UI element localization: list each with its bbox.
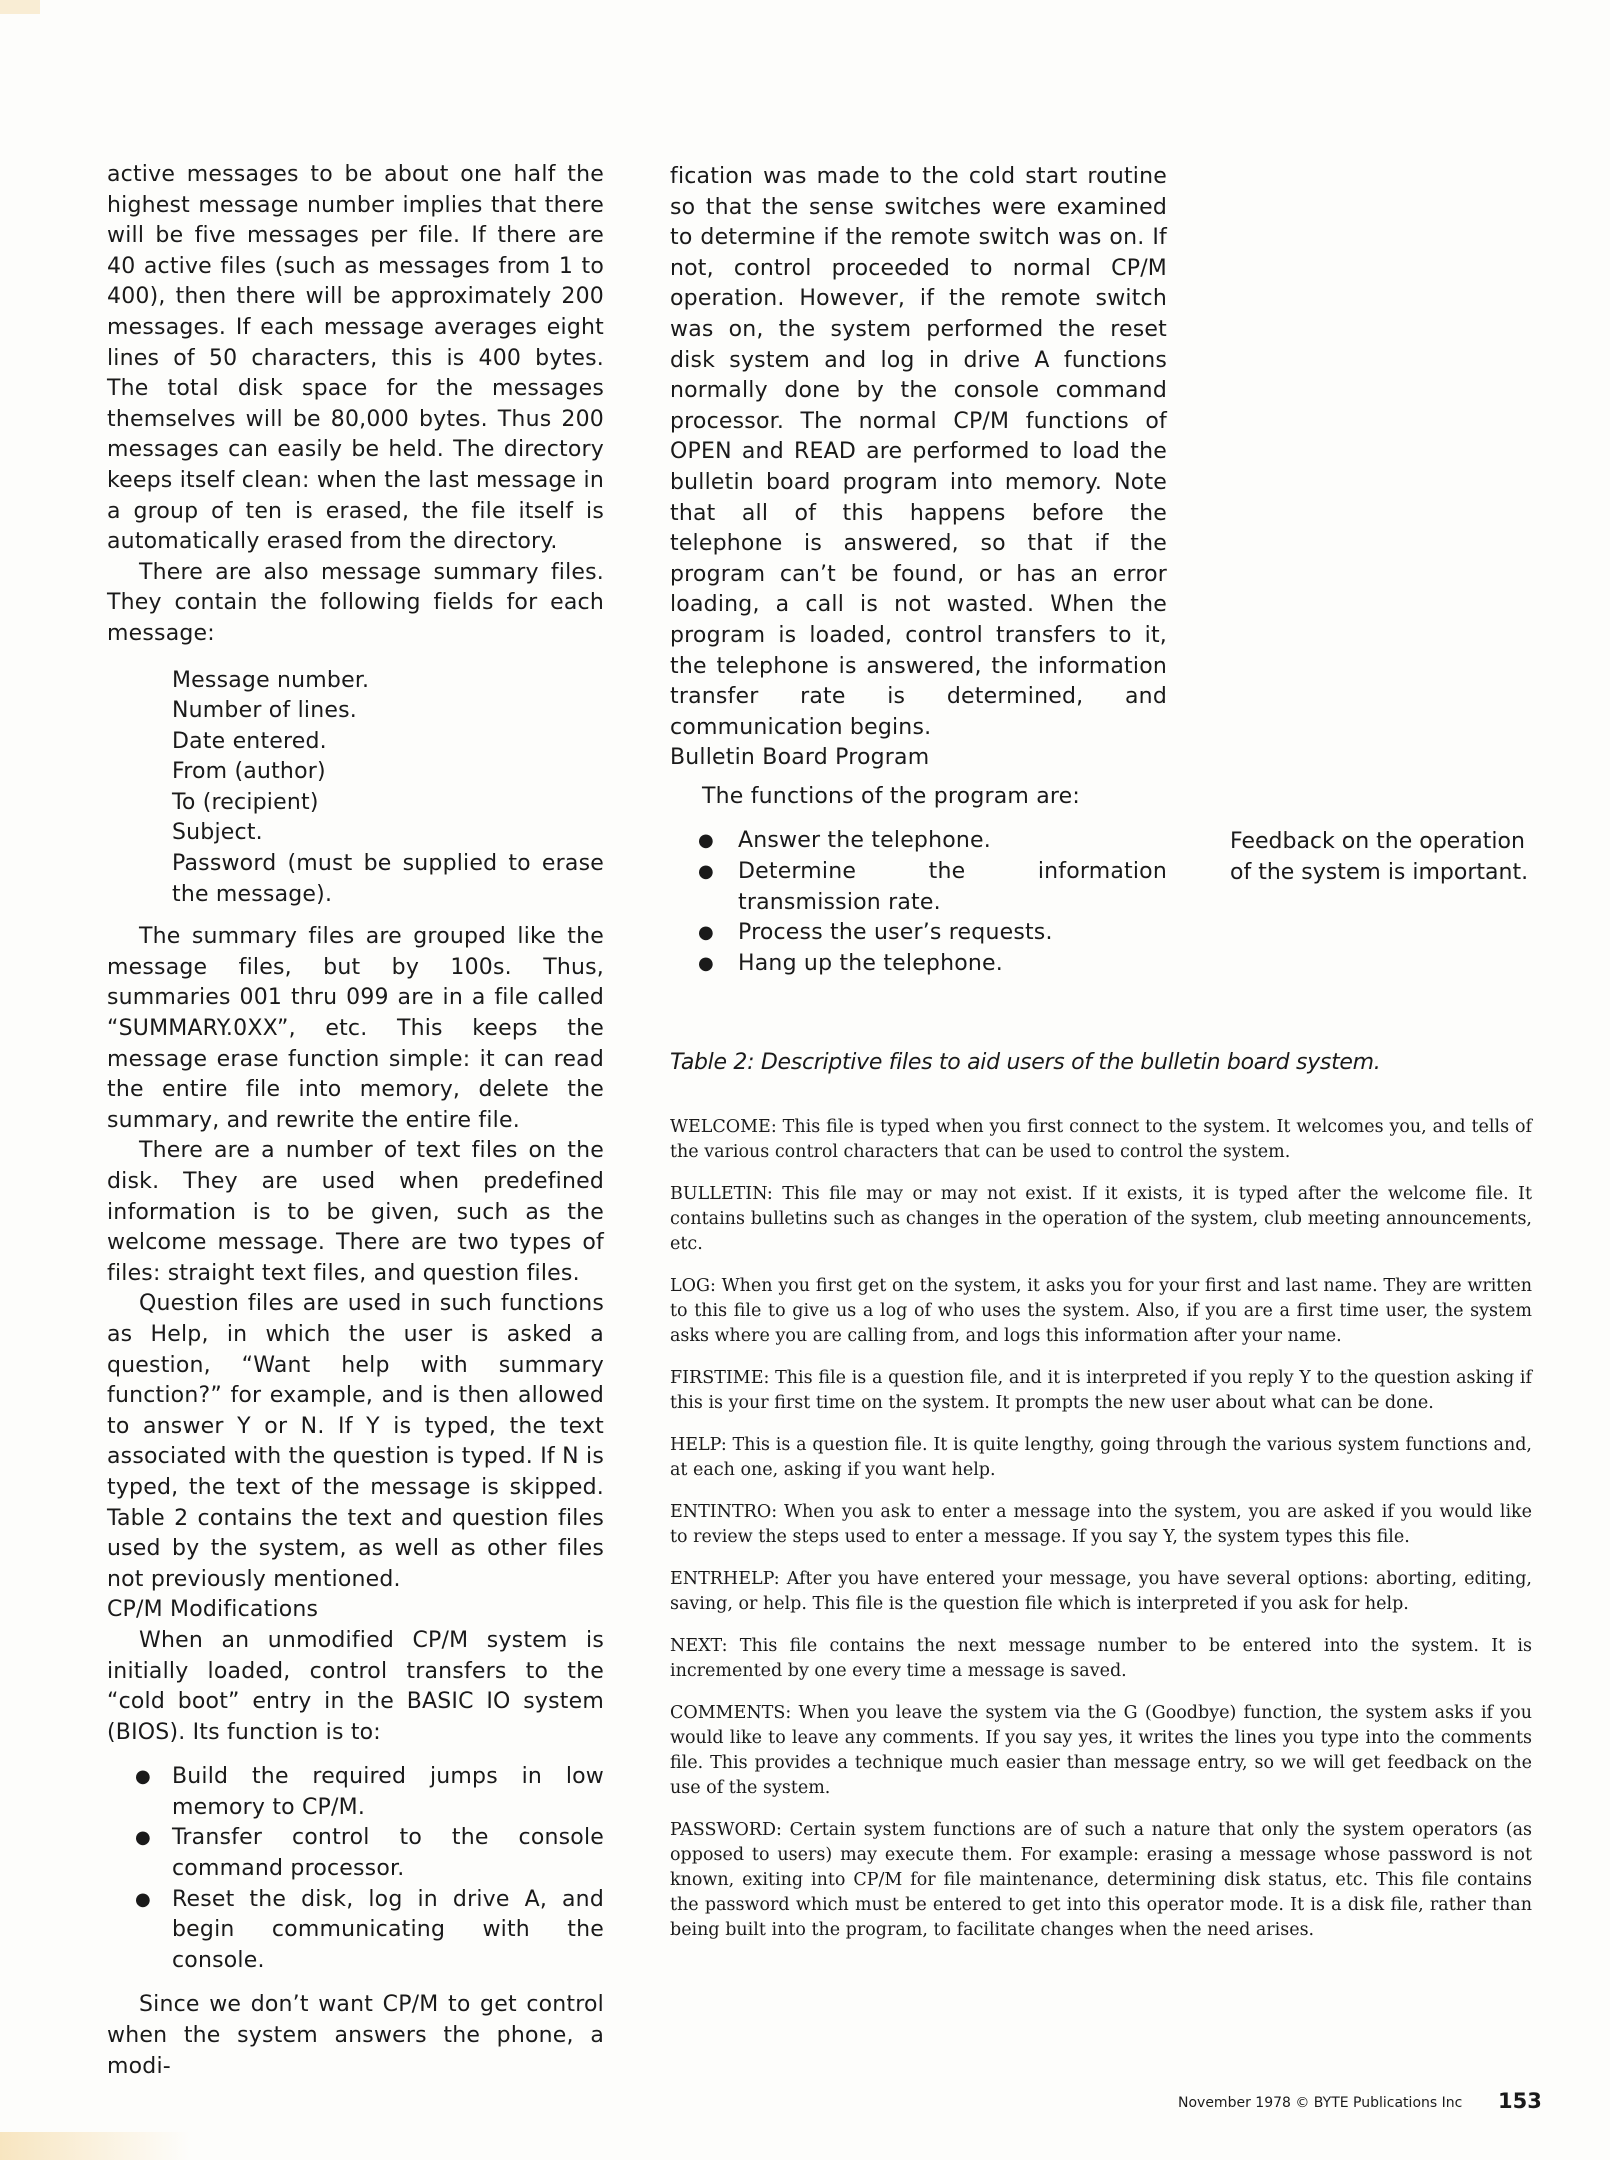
bullet-item: ● Process the user’s requests.: [670, 918, 1167, 949]
entry-text: This file is typed when you first connect to the system. It welcomes you, and tells of the various control characters that can be used to control the system.: [670, 1117, 1532, 1162]
entry-text: When you leave the system via the G (Goodbye) function, the system asks if you would like to leave any comments. If you say yes, it writes the lines you type into the comments file. This provides a technique much easier than message entry, so we will get feedback on the use of the system.: [670, 1703, 1532, 1798]
bullet-item: ● Answer the telephone.: [670, 826, 1167, 857]
page-number: 153: [1498, 2089, 1542, 2113]
summary-field: To (recipient): [172, 789, 319, 815]
entry-text: When you first get on the system, it asks you for your first and last name. They are written to this file to give us a log of who uses the system. Also, if you are a first time user, the system asks where you are calling from, and logs this information after your name.: [670, 1276, 1532, 1346]
pull-quote: Feedback on the operation of the system is important.: [1230, 829, 1529, 885]
body-paragraph: fication was made to the cold start routine so that the sense switches were examined to determine if the remote switch was on. If not, control proceeded to normal CP/M operation. However, if the remote switch was on, the system performed the reset disk system and log in drive A functions normally done by the console command processor. The normal CP/M functions of OPEN and READ are performed to load the bulletin board program into memory. Note that all of this happens before the telephone is answered, so that if the program can’t be found, or has an error loading, a call is not wasted. When the program is loaded, control transfers to it, the telephone is answered, the information transfer rate is determined, and communication begins.: [670, 164, 1167, 740]
table-entry-welcome: WELCOME: This file is typed when you first connect to the system. It welcomes you, and tells of the various control characters that can be used to control the system.: [670, 1117, 1532, 1162]
bullet-item: ● Build the required jumps in low memory to CP/M.: [107, 1762, 604, 1823]
summary-field: Message number.: [172, 667, 370, 693]
entry-name: HELP: [670, 1435, 721, 1455]
summary-field: Date entered.: [172, 728, 327, 754]
section-heading-cpm: CP/M Modifications: [107, 1597, 319, 1623]
program-functions-list: [670, 826, 1167, 979]
table-2-entries: [670, 1115, 1532, 1960]
bullet-item: ● Reset the disk, log in drive A, and begin communicating with the console.: [107, 1885, 604, 1977]
entry-name: WELCOME: [670, 1117, 771, 1137]
entry-text: Certain system functions are of such a nature that only the system operators (as opposed to users) may execute them. For example: erasing a message whose password is not known, exiting into CP/M for file maintenance, determining disk status, etc. This file contains the password which must be entered to get into this operator mode. It is a disk file, rather than being built into the program, to facilitate changes when the need arises.: [670, 1820, 1532, 1940]
entry-text: After you have entered your message, you have several options: aborting, editing, saving, or help. This file is the question file which is interpreted if you ask for help.: [670, 1569, 1532, 1614]
table-entry-password: PASSWORD: Certain system functions are of such a nature that only the system operators (as opposed to users) may execute them. For example: erasing a message whose password is not known, exiting into CP/M for file maintenance, determining disk status, etc. This file contains the password which must be entered to get into this operator mode. It is a disk file, rather than being built into the program, to facilitate changes when the need arises.: [670, 1820, 1532, 1940]
table-entry-help: HELP: This is a question file. It is quite lengthy, going through the various system functions and, at each one, asking if you want help.: [670, 1435, 1532, 1480]
table-caption: Table 2: Descriptive files to aid users of the bulletin board system.: [670, 1050, 1381, 1075]
entry-text: When you ask to enter a message into the system, you are asked if you would like to review the steps used to enter a message. If you say Y, the system types this file.: [670, 1502, 1533, 1547]
entry-name: BULLETIN: [670, 1184, 767, 1204]
entry-name: ENTRHELP: [670, 1569, 774, 1589]
bios-functions-list: [107, 1762, 604, 1976]
section-heading-bbs: Bulletin Board Program: [670, 745, 930, 771]
table-entry-entrhelp: ENTRHELP: After you have entered your message, you have several options: aborting, editing, saving, or help. This file is the question file which is interpreted if you ask for help.: [670, 1569, 1532, 1614]
table-entry-next: NEXT: This file contains the next message number to be entered into the system. It is incremented by one every time a message is saved.: [670, 1636, 1532, 1681]
footer-credit: November 1978 © BYTE Publications Inc: [1178, 2095, 1463, 2111]
summary-fields-list: [172, 666, 604, 911]
entry-name: LOG: [670, 1276, 710, 1296]
body-paragraph: The summary files are grouped like the message files, but by 100s. Thus, summaries 001 thru 099 are in a file called “SUMMARY.0XX”, etc. This keeps the message erase function simple: it can read the entire file into memory, delete the summary, and rewrite the entire file.: [107, 924, 604, 1133]
entry-text: This file may or may not exist. If it exists, it is typed after the welcome file. It contains bulletins such as changes in the operation of the system, club meeting announcements, etc.: [670, 1184, 1532, 1254]
table-entry-log: LOG: When you first get on the system, it asks you for your first and last name. They are written to this file to give us a log of who uses the system. Also, if you are a first time user, the system asks where you are calling from, and logs this information after your name.: [670, 1276, 1532, 1346]
summary-field: Password (must be supplied to erase the message).: [172, 851, 604, 907]
entry-text: This is a question file. It is quite lengthy, going through the various system functions and, at each one, asking if you want help.: [670, 1435, 1532, 1480]
body-paragraph: active messages to be about one half the highest message number implies that there will be five messages per file. If there are 40 active files (such as messages from 1 to 400), then there will be approximately 200 messages. If each message averages eight lines of 50 characters, this is 400 bytes. The total disk space for the messages themselves will be 80,000 bytes. Thus 200 messages can easily be held. The directory keeps itself clean: when the last message in a group of ten is erased, the file itself is automatically erased from the directory.: [107, 162, 604, 555]
body-paragraph: Question files are used in such functions as Help, in which the user is asked a question, “Want help with summary function?” for example, and is then allowed to answer Y or N. If Y is typed, the text associated with the question is typed. If N is typed, the text of the message is skipped. Table 2 contains the text and question files used by the system, as well as other files not previously mentioned.: [107, 1291, 604, 1592]
body-paragraph: When an unmodified CP/M system is initially loaded, control transfers to the “cold boot” entry in the BASIC IO system (BIOS). Its function is to:: [107, 1627, 604, 1745]
functions-intro: The functions of the program are:: [702, 783, 1081, 809]
table-entry-entintro: ENTINTRO: When you ask to enter a message into the system, you are asked if you would like to review the steps used to enter a message. If you say Y, the system types this file.: [670, 1502, 1533, 1547]
table-entry-firstime: FIRSTIME: This file is a question file, and it is interpreted if you reply Y to the question asking if this is your first time on the system. It prompts the new user about what can be done.: [670, 1368, 1532, 1413]
entry-text: This file contains the next message number to be entered into the system. It is incremented by one every time a message is saved.: [670, 1636, 1532, 1681]
paper-stain: [0, 2132, 190, 2160]
bullet-item: ● Transfer control to the console command processor.: [107, 1823, 604, 1884]
body-paragraph: There are also message summary files. They contain the following fields for each message:: [107, 559, 604, 646]
left-column: [107, 160, 604, 2082]
entry-name: COMMENTS: [670, 1703, 786, 1723]
entry-name: FIRSTIME: [670, 1368, 764, 1388]
paper-stain: [0, 0, 40, 14]
table-entry-comments: COMMENTS: When you leave the system via the G (Goodbye) function, the system asks if you would like to leave any comments. If you say yes, it writes the lines you type into the comments file. This provides a technique much easier than message entry, so we will get feedback on the use of the system.: [670, 1703, 1532, 1798]
entry-name: ENTINTRO: [670, 1502, 772, 1522]
body-paragraph: Since we don’t want CP/M to get control when the system answers the phone, a modi-: [107, 1992, 604, 2079]
table-entry-bulletin: BULLETIN: This file may or may not exist. If it exists, it is typed after the welcome file. It contains bulletins such as changes in the operation of the system, club meeting announcements, etc.: [670, 1184, 1532, 1254]
entry-text: This file is a question file, and it is interpreted if you reply Y to the question asking if this is your first time on the system. It prompts the new user about what can be done.: [670, 1368, 1532, 1413]
body-paragraph: There are a number of text files on the disk. They are used when predefined information is to be given, such as the welcome message. There are two types of files: straight text files, and question files.: [107, 1138, 604, 1286]
summary-field: Subject.: [172, 820, 263, 846]
bullet-item: ● Determine the information transmission rate.: [670, 857, 1167, 918]
entry-name: PASSWORD: [670, 1820, 777, 1840]
entry-name: NEXT: [670, 1636, 722, 1656]
summary-field: From (author): [172, 759, 326, 785]
bullet-item: ● Hang up the telephone.: [670, 949, 1167, 980]
summary-field: Number of lines.: [172, 698, 357, 724]
middle-column: [670, 162, 1167, 991]
